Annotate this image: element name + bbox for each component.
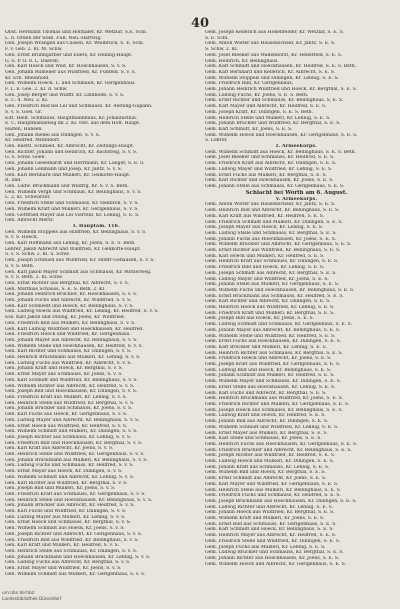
text-line: Ess. Karl Jakob und Dilling, Kr. Joens, Kr. Wildfried. bbox=[5, 315, 126, 321]
text-line: Gen. Johann Bruckler und Schmauss, Kr. Joens, S. v. S. bbox=[5, 406, 133, 412]
text-line: Gem. Friedrich Kraft und Mulkeri, Kr. Bergthal, S. E. S. bbox=[205, 310, 335, 316]
text-line: Gem. Friedrich Kraft aus Albrecht, Kr. Dillingen, S. E. S. bbox=[205, 161, 337, 167]
text-line: Gem. Ernst Mayer aus Mulkeri, Kr. Bergthal, S. E. S. bbox=[205, 430, 328, 436]
text-line: Gem. Wilhelm Hoeck und Hoeckhausen, Kr. Gerlgenhaus, S. E. S. bbox=[205, 132, 358, 138]
text-line: Gen. Johann Riedel aus Dillingen, S. v. S. bbox=[5, 132, 101, 138]
text-line: Gen. Ernst Brunngarber und Eilers, Kr. Helling-Haupt. bbox=[5, 52, 133, 58]
text-line: Gem. Friedrich Bruckler und Albrecht, Kr. Bellinghaus, S. E. S. bbox=[205, 447, 352, 453]
text-line: F. v. Geb. 2. Kl. M. Schw. bbox=[5, 47, 63, 53]
text-line: Gen. Albrecht Mertz. bbox=[5, 218, 55, 224]
text-line: Gem. Heinrich Richter aus Schmauss, Kr. Bergthal, S. E. S. bbox=[205, 350, 343, 356]
right-column bbox=[205, 30, 388, 567]
text-line: Gem. Wilhelm Mayer und Schmauss, Kr. Dillingen, S. E. S. bbox=[205, 379, 342, 385]
text-line: Gem. Karl Kraft aus Wildfried, Kr. Heilfred, S. E. S. bbox=[205, 213, 325, 219]
text-line: Gem. Johann Kraft aus Schmauss, Kr. Lehnig, S. E. S. bbox=[205, 464, 330, 470]
text-line: Gen. Friedrich Stelle und Schmauss. Kr. Heilbron, S. v. S. bbox=[5, 201, 139, 207]
text-line: Gem. Ludwig Richter und Albrecht, Kr. Lehnig, S. E. S. bbox=[205, 504, 334, 510]
text-line: Gem. Heinrich Hoeck aus Wildfried, Kr. Lehnig, S. E. S. bbox=[205, 305, 335, 311]
text-line: Gem. Karl Bruckler und Mulkeri, Kr. Lehnig, S. E. S. bbox=[205, 344, 327, 350]
text-line: Gen. Matthias Schauss, S. E. S. Beth. 2. Kl. bbox=[5, 286, 106, 292]
text-line: Gem. Wilhelm Bruckler und Albrecht, Kr. Gerlgenhaus, S. E. S. bbox=[205, 242, 352, 248]
text-line: Gem. Johann Schmidt aus Mulkeri, Kr. Heilfred, S. E. S. bbox=[205, 373, 335, 379]
text-line: Gen. Karl Fuchs und Wildfried, Kr. Dillingen, S. v. S. bbox=[5, 509, 127, 515]
text-line: Gem. Ludwig Hoeck und Mulkeri, Kr. Dillingen, S. E. S. bbox=[205, 459, 334, 465]
text-line: Gem. Friedrich Bild und Hoeck, Kr. Lehnig, S. E. S. bbox=[205, 265, 325, 271]
text-line: Gem. Johann Bild aus Albrecht, Kr. Dillingen, S. E. S. bbox=[205, 419, 329, 425]
text-line: Gen. Johann Gieselhardt und Herrmann, Kr. Langer, S. E. u. bbox=[5, 161, 145, 167]
text-line: Gem. Heinrich Stelle und Mulkeri, Kr. Lehnig, S. E. S. bbox=[205, 115, 331, 121]
text-line: Gen. Karl Jakob Mayer Schmidt aus Schmauss, Kr. Mittlerweg. bbox=[5, 269, 152, 275]
text-line: Gen. Wilhelm Schmidt und Mulkeri, Kr. Dillingen, S. v. S. bbox=[5, 429, 138, 435]
text-line: S. v. S. Goel. Gr. bbox=[5, 109, 43, 115]
text-line: Gem. Johann Richter aus Hoeckhausen, Kr. Joens, S. E. S. bbox=[205, 555, 340, 561]
text-line: Gem. Karl Mayer und Albrecht, Kr. Heilfred, S. E. S. bbox=[205, 104, 327, 110]
text-line: Gen. Wilhelm Richter aus Albrecht, Kr. Heilfred, S. v. S. bbox=[5, 383, 135, 389]
text-line: Gem. Johann Mayer aus Albrecht, Kr. Bellinghaus, S. E. S. bbox=[205, 327, 341, 333]
text-line: Gem. Heinrich Bruckmann aus Wildfried, Kr. Joens, S. E. S. bbox=[205, 396, 344, 402]
text-line: Gem. Ernst Fuchs aus Hoeckhausen, Kr. Dillingen, S. E. S. bbox=[205, 339, 342, 345]
section-subheading: I. Armeekorps. bbox=[276, 144, 317, 150]
text-line: Gem. Karl Schmidt und Hoeck, Kr. Bellinghaus, S. E. S. bbox=[205, 527, 334, 533]
page-number: 40 bbox=[190, 16, 210, 31]
text-line: Gem. Ludwig Mayer und Wildfried, Kr. Lehnig, S. E. S. bbox=[205, 166, 333, 172]
text-line: Gen. Karl Ludwig Wildfried und Hoeckhausen, Kr. Heilfred. bbox=[5, 326, 144, 332]
text-line: Gen. Johann Fuchs und Albrecht, Kr. Wildfried, S. v. S. bbox=[5, 298, 132, 304]
stamp-line-2: Landesbibliothek Düsseldorf bbox=[2, 595, 62, 601]
text-line: Gen. Joseph Bild und Hoeckhausen, Kr. Dillingen, S. v. S. bbox=[5, 389, 138, 395]
text-line: Gen. Ernst Mayer und Wildfried, Kr. Joens, S. v. S. bbox=[5, 566, 122, 572]
text-line: Gen. Friedrich Bild aus Wildfried, Kr. Bellinghaus, S. v. S. bbox=[5, 537, 139, 543]
library-stamp bbox=[2, 590, 74, 604]
text-line: Kr. Heilfred. Mitteldorf. bbox=[5, 138, 61, 144]
text-line: Gem. Karl Hoeck und Mulkeri, Kr. Heilfred, S. E. S. bbox=[205, 253, 325, 259]
text-line: Gen. Ludwig Fuchs und Schmauss, Kr. Heilfred, S. v. S. bbox=[5, 463, 134, 469]
text-line: Gen. Friedrich Bild aus Mulkeri, Kr. Bellinghaus, S. v. S. bbox=[5, 320, 136, 326]
text-line: S. Schw. 2. Kl. bbox=[205, 47, 239, 53]
text-line: Gen. Wilhelm Hoeck. L. und Schmauß, Kr. Gerlgenhaus. bbox=[5, 81, 136, 87]
text-line: Gem. Ludwig Stelle und Schmauss, Kr. Bergthal, S. E. S. bbox=[205, 230, 337, 236]
text-line: S. v. S. Beth. 2. Kl. Schw. bbox=[5, 275, 63, 281]
text-line: Gem. Wilhelm Bild und Hoeck, Kr. Bergthal, S. E. S. bbox=[205, 470, 326, 476]
text-line: Gen. Richter. Johann und Heinrich, Kr. Bachsteig, S. v. S. bbox=[5, 149, 138, 155]
text-line: Gen. Wilhelm Vergh und Schmauß, Kr. Bellinghaus, S. v. S. bbox=[5, 189, 142, 195]
text-line: Lehrer. Jakob Albrecht und Wildfrieb, Kr. Gellkotte-Haupt. bbox=[5, 246, 141, 252]
text-line: Gen. Friedrich Bild bei Lel und Schmauss, Kr. Aeltung-Gapann. bbox=[5, 104, 153, 110]
text-line: S. v. S. Hoeck. bbox=[5, 235, 39, 241]
text-line: Gem. Ludwig Schmidt und Schmauss, Kr. Gerlgenhaus, S. E. S. bbox=[205, 322, 353, 328]
text-line: Gem. Heinrich Stelle aus Mulkeri, Kr. Bellinghaus, S. E. S. bbox=[205, 487, 342, 493]
text-line: Gen. Johann Kraft und Hoeck, Kr. Bergthal, S. v. S. bbox=[5, 366, 123, 372]
text-line: Gen. Friedrich Kraft aus Mulkeri, Kr. Lehnig, S. v. S. bbox=[5, 395, 127, 400]
text-line: Gen. Karl Fuchs aus Hoeck, Kr. Gerlgenhaus, S. v. S. bbox=[5, 412, 128, 418]
stamp-line-1: urn:nbn:de:hbz: bbox=[2, 590, 36, 595]
text-line: Gem. Johann Stelle aus Schmauss, Kr. Gerlgenhaus, S. E. S. bbox=[205, 183, 345, 189]
text-line: Gem. Johann Heinrich Wildfried und Hoeck, Kr. Bergthal, S. E. S. bbox=[205, 87, 358, 93]
text-line: Gem. Wilhelm Schmidt und Wildfried, Kr. Lehnig, S. E. S. bbox=[205, 424, 339, 430]
text-line: Eitt. Heilt. Schmauss, Hauptmannhaus, Kr. Johannisthal. bbox=[5, 115, 138, 121]
text-line: Gen. Gottfried Mayer aus Lei Vierfeld, Kr. Lehnig, S. E. S. bbox=[5, 212, 140, 218]
text-line: Gen. Ludw. Bruckmann und Wildfrg, Kr. S. v. S. Beth. bbox=[5, 183, 129, 189]
text-line: Gem. Karl Schmidt und Hoeckhausen, Kr. Heilfred, S. E. S. Beth. bbox=[205, 64, 357, 70]
text-line: Gem. Joseph Richter aus Wildfried, Kr. Heilfred, S. E. S. bbox=[205, 453, 336, 459]
text-line: Gem. Johann Fuchs aus Hoeckhausen, Kr. Joens, S. E. S. bbox=[205, 236, 337, 242]
text-line: Gen. Karl Schmidt und Wildfried, Kr. Bellinghaus, S. v. S. bbox=[5, 377, 138, 383]
text-line: Gem. Ludwig Bild und Hoeck, Kr. Bellinghaus, S. E. S. bbox=[205, 367, 332, 373]
text-line: Gem. Friedrich Fuchs und Schmauss, Kr. Heilfred, S. E. S. bbox=[205, 493, 341, 499]
text-line: G. S. Schw. Goen. bbox=[5, 155, 46, 161]
text-line: Gen. Johann Heinrich Bruckler, Kr. Hoeckhausen, S. v. S. bbox=[5, 292, 138, 298]
text-line: Gen. Ludwig Mayer und Albrecht, Kr. Bellinghaus, S. v. S. bbox=[5, 417, 140, 423]
text-line: Gen. Ernst Mayer aus Schmauss, Kr. Joens, S. v. S. bbox=[5, 372, 123, 378]
text-line: Gen. Friedrich Bild und Hoeckhausen, Kr. Bergthal, S. v. S. bbox=[5, 440, 143, 446]
text-line: Gen. Wilhelm Schmidt aus Hoeck, Kr. Joens, S. v. S. bbox=[5, 526, 125, 532]
text-line: Gem. Karl Richter und Hoeckhausen, Kr. Joens, S. E. S. bbox=[205, 178, 334, 184]
text-line: Gen. Karl Hoeck und Wild, Kr. Hoeckhausen, S. v. S. bbox=[5, 64, 127, 70]
text-line: Gem. Friedrich Stelle und Wildfried, Kr. Dillingen, S. E. S. bbox=[205, 538, 341, 544]
text-line: E. C. Hauptmannsteig im 2. Kl. verl. aus dem Hoff. Haupt. bbox=[5, 121, 141, 127]
text-line: L. 2. Kl. Schwarzer. bbox=[5, 195, 51, 201]
text-line: Gen. Ludwig Mayer aus Mulkeri, Kr. Lehnig, S. v. S. bbox=[5, 514, 126, 520]
text-line: Gem. Joseph Hoeck aus Schmauss, Kr. Bellinghaus, S. E. S. bbox=[205, 407, 343, 413]
text-line: Gem. Ernst Bruckmann aus Schmauss, Kr. Heilfred, S. E. S. bbox=[205, 293, 344, 299]
text-line: R. und. bbox=[5, 178, 22, 184]
text-line: Gem. Ernst Fuchs aus Mulkeri, Kr. Bergthal, S. E. S. bbox=[205, 172, 327, 178]
text-line: Gem. Ernst Richter aus Wildfried, Kr. Bellinghaus, S. E. S. bbox=[205, 248, 341, 254]
text-line: Gen. Wilhelm Schmidt und Albrecht, Kr. Lehnig, S. v. S. bbox=[5, 474, 135, 480]
text-line: Gen. Karl Bernhard und Mulkeri, Kr. Gellkotte-Haupt. bbox=[5, 172, 131, 178]
text-line: Gen. Ludwig Fuchs aus Wildfried, Kr. Albrecht, S. v. S. bbox=[5, 360, 132, 366]
text-line: Gem. Joseph Schmidt aus Albrecht, Kr. Bergthal, S. E. S. bbox=[205, 270, 337, 276]
text-line: Gen. Karl Richter aus Wildfried, Kr. Bergthal, S. v. S. bbox=[5, 480, 128, 486]
text-line: Gem. Ernst Stelle aus Hoeckhausen, Kr. Lehnig, S. E. S. bbox=[205, 384, 336, 390]
text-line: Kr. Ern. Rheinhold. bbox=[5, 75, 50, 81]
text-line: Gem. Heinrich Fuchs aus Hoeckhausen, Kr. Gerlgenhaus, S. E. S. bbox=[205, 441, 358, 447]
text-line: Gem. Ludwig Kraft und Hoeck, Kr. Heilfred, S. E. S. bbox=[205, 413, 326, 419]
text-line: Gen. Heinrich Stelle aus Schmauss, Kr. Dillingen, S. v. S. bbox=[5, 548, 138, 554]
text-line: Gen. Ludwig Hoeck aus Wildfried, Kr. Lehnig, Kr. Heilfred, S. v. S. bbox=[5, 309, 159, 315]
text-line: Gem. Josef Bleeker und Schmauss, Kr. Heilfred, S. E. S. bbox=[205, 155, 335, 161]
text-line: Gem. Johann Hoeck aus Wildfried, Kr. Bergthal, S. E. S. bbox=[205, 510, 335, 516]
text-line: Gem. Heinrich Bild und Albrecht, Kr. Bellinghaus, S. E. S. bbox=[205, 208, 340, 214]
text-line: Halten, Hansen. bbox=[5, 126, 43, 132]
text-line: Gem. Ludwig Fuchs, Kr. Joens, S. E. S. Beth. bbox=[205, 92, 309, 98]
text-line: Gem. Friedrich Bild, Kr. Gerlgenhaus. bbox=[205, 81, 294, 87]
text-line: Gem. Joseph Kellerich aus Hohenfelder, Kr. Wetzlar, S. E. S. bbox=[205, 30, 344, 35]
text-line: Gem. Heinrich, Kr. Bellinghaus. bbox=[205, 58, 279, 64]
text-line: Gen. Ernst Richter aus Bergthal, Kr. Albrecht, S. v. S. bbox=[5, 280, 130, 286]
text-line: Gen. Joseph Bild und Mulkeri, Kr. Joens, S. v. S. bbox=[5, 486, 116, 492]
text-line: Gem. Karl Mayer und Wildfried, Kr. Gerlgenhaus, S. E. S. bbox=[205, 481, 339, 487]
text-line: Gem. Ernst Richter und Schmauss, Kr. Bellinghaus, S. E. S. bbox=[205, 98, 344, 104]
text-line: Gen. Heinrich Stelle und Hoeckhausen, Kr. Bellinghaus, S. v. S. bbox=[5, 497, 153, 503]
text-line: Gem. Joseph Bild aus Hoeck, Kr. Joens, S. E. S. bbox=[205, 316, 314, 322]
text-line: Gen. Wilhelm Stoppels aus Hildfrieb, Kr. Bellinghaus, S. v. S. bbox=[5, 229, 147, 235]
text-line: Gen. Ernst Hoeck aus Wildfried, Kr. Heilfred, S. v. S. bbox=[5, 423, 128, 429]
text-line: Gen. Karl Kraft aus Albrecht, Kr. Joens, S. v. S. bbox=[5, 446, 114, 452]
left-column bbox=[5, 30, 188, 578]
text-line: S. v. S. Beth. bbox=[5, 263, 35, 269]
text-line: Gen. Joseph Wrangen aus Cassen, Kr. Weilbrück, S. E. Schl. bbox=[5, 41, 145, 47]
text-line: Gem. Wilhelm Stelle und Wildfried, Kr. Heilfred, S. E. S. bbox=[205, 333, 336, 339]
text-line: L. b. Orden der weiß. Fuß. Neu.-Hartwig. bbox=[5, 35, 102, 41]
text-line: Gen. Ludwig Fuchs aus Albrecht, Kr. Bergthal, S. v. S. bbox=[5, 560, 131, 566]
section-heading: Schlacht bei Wörth am 6. August. bbox=[245, 189, 348, 196]
text-line: Obst. Hermann Thomas und Hofmaler, Kr. Wetzlar, S.E. Schl. bbox=[5, 30, 148, 35]
text-line: Gen. Johann Bruckmann und Hoeckhausen, Kr. Lehnig, S. v. S. bbox=[5, 554, 151, 560]
text-line: Gen. Heinrich Bruckmann aus Mulkeri, Kr. Lehnig, S. v. S. bbox=[5, 355, 141, 361]
text-line: Gem. Wilhelm Schmidt aus Hoeck, Kr. Bellinghaus, S. E. S. Beth. bbox=[205, 149, 357, 155]
text-line: S. E. Schl. bbox=[205, 35, 229, 41]
text-line: Gem. Karl Fuchs und Albrecht, Kr. Bergthal, S. E. S. bbox=[205, 390, 327, 396]
text-line: Gen. Heinrich Stelle und Wildfried, Kr. Gerlgenhaus, S. v. S. bbox=[5, 452, 145, 458]
text-line: Gem. Wilhelm Fuchs und Hoeckhausen, Kr. Bellinghaus, S. E. S. bbox=[205, 287, 355, 293]
text-line: Gen. Johann Bruckmann aus Mulkeri, Kr. Bellinghaus, S. v. S. bbox=[5, 457, 148, 463]
text-line: Gem. Johann Bruckler und Wildfried, Kr. Bergthal, S. E. S. bbox=[205, 121, 341, 127]
text-line: Gen. Karl Hoffmann aus Lehnig, Kr. Joens, S. E. S. Beth. bbox=[5, 241, 136, 247]
text-line: Gem. Joseph Fuchs aus Mulkeri, Kr. Lehnig, S. E. S. bbox=[205, 544, 326, 550]
text-line: F. L. b. Goe. 2. Kl. d. Schw. bbox=[5, 87, 68, 93]
text-line: Gem. Ernst Schmidt aus Albrecht, Kr. Joens, S. E. S. bbox=[205, 476, 327, 482]
text-line: Gem. Joseph Bruckmann aus Hoeckhausen, Kr. Dillingen, S. E. S. bbox=[205, 498, 357, 504]
text-line: S. Lehrer. bbox=[205, 138, 228, 144]
text-line: Gen. Friedrich Kraft aus Schmauss, Kr. Gerlgenhaus, S. v. S. bbox=[5, 491, 146, 497]
text-line: Gen. Friedrich Hoeck und Wildfried, Kr. Gerlgenhaus. bbox=[5, 332, 131, 338]
text-line: Gem. Wilhelm Stoppels und Dillingen, Kr. Lehnig, S. E. S. bbox=[205, 75, 339, 81]
text-line: Gen. Ernst Hoeck und Schmauss, Kr. Bergthal, S. v. S. bbox=[5, 520, 131, 526]
text-line: Gen. Karl Richter und Schmauss, Kr. Dillingen, S. v. S. bbox=[5, 349, 132, 355]
text-line: Gem. Wilhelm Hoeck und Albrecht, Kr. Gerlgenhaus, S. E. S. bbox=[205, 561, 347, 567]
text-line: Gen. Joseph Richter und Albrecht, Kr. Gerlgenhaus, S. v. S. bbox=[5, 531, 143, 537]
text-line: Gen. Heinrich Stelle aus Wildfried, Kr. Bergthal, S. v. S. bbox=[5, 400, 135, 406]
text-line: Gem. Heinrich Kraft aus Schmauss, Kr. Dillingen, S. E. S. bbox=[205, 259, 339, 265]
text-line: Gen. Johann Rumeller aus Wildfried, Kr. Fünfeld. S. v. S. bbox=[5, 69, 136, 75]
text-line: Gen. Wilhelm Stelle und Hoeckhausen, Kr. Heilfred, S. v. S. bbox=[5, 343, 143, 349]
text-line: Gen. Joseph Richter aus Schmauss, Kr. Lehnig, S. v. S. bbox=[5, 434, 132, 440]
text-line: Gen. Ernst Mayer aus Hoeck, Kr. Dillingen, S. v. S. bbox=[5, 469, 123, 475]
text-line: Gem. Friedrich Schmidt und Mulkeri, Kr. Dillingen, S. E. S. bbox=[205, 219, 343, 225]
text-line: Gen. Johann Mayer aus Albrecht, Kr. Bellinghaus, S. v. S. bbox=[5, 337, 138, 343]
text-line: Gem. Karl Stelle und Schmauss, Kr. Joens, S. E. S. bbox=[205, 436, 322, 442]
text-line: Gem. Karl Bernhard und Kellerich, Kr. Albrecht, S. E. S. bbox=[205, 69, 336, 75]
text-line: Gen. Wilhelm Schmidt aus Mulkeri, Kr. Gerlgenhaus, S. v. S. bbox=[5, 571, 146, 577]
text-line: Gem. Joseph Mayer aus Hoeck, Kr. Lehnig, S. E. S. bbox=[205, 225, 324, 231]
text-line: E. C. d. Neu. 2. Kl. bbox=[5, 98, 49, 104]
text-line: Gen. Johann Lehmann und Josep, Kr. Jantz, S. v. S. bbox=[5, 166, 123, 172]
text-line: Gen. Josep Berger und Wildfr. Kr. Lindholm, S. v. S. bbox=[5, 92, 125, 98]
section-subheading: V. Armeekorps. bbox=[275, 196, 318, 202]
text-line: Gem. Johann Stelle aus Mulkeri, Kr. Gerlgenhaus, S. E. S. bbox=[205, 282, 340, 288]
text-line: Gem. Anton Wolter aus Hausenscheid, Kr. Jantz, S. E. S. bbox=[205, 202, 336, 208]
text-line: Gem. Ludwig Bruckler und Schmauss, Kr. Bergthal, S. E. S. bbox=[205, 550, 344, 556]
text-line: Gem. Karl Richter und Albrecht, Kr. Dillingen, S. E. S. bbox=[205, 299, 331, 305]
text-line: S. v. S. Schw. 2. Kl. u. Schw. bbox=[5, 252, 70, 258]
text-line: Gem. Ludwig Mayer und Wildfried, Kr. Joens, S. E. S. bbox=[205, 276, 329, 282]
text-line: Gen. Joseph Schmied aus Wildfried, Kr. Hildtr-Gehausen, S. v. S. bbox=[5, 258, 155, 264]
text-line: Gem. Ernst Bild aus Schmauss, Kr. Gerlgenhaus, S. E. S. bbox=[205, 521, 337, 527]
text-line: Gem. Joseph Kraft aus Wildfried, Kr. Gerlgenhaus, S. E. S. bbox=[205, 362, 341, 368]
text-line: Gem. Friedrich Hoeck und Albrecht, Kr. Joens, S. E. S. bbox=[205, 356, 332, 362]
text-line: Gen. Johann Bruckler aus Albrecht, Kr. Heilfred, S. v. S. bbox=[5, 503, 135, 509]
text-line: Gem. Karl Schmidt, Kr. Joens, S. E. S. bbox=[205, 126, 293, 132]
text-line: Gem. Heinrich Mayer aus Albrecht, Kr. Heilfred, S. E. S. bbox=[205, 533, 337, 539]
section-subheading: I. Hanptam. 116. bbox=[73, 223, 120, 229]
text-line: Gen. Baettl. Schmied. Kr. Albrecht, Kr. Zeitungs-Haupt. bbox=[5, 144, 135, 150]
text-line: Gem. Wilhelm Kraft und Mulkeri, Kr. Joens, S. E. S. bbox=[205, 516, 325, 522]
text-line: Gem. Anton Wolter aus Hausenscheid, Kr. Jantz, S. E. S. bbox=[205, 41, 336, 47]
text-line: Gem. Joseph Kraft, Kr. Dillingen, S. E. S. Beth. bbox=[205, 109, 314, 115]
text-line: Gem. Josef Bleeker aus Wallenhorst, Kr. Hellerfeld, S. E. S. bbox=[205, 52, 343, 58]
text-line: G. S. P. O. d. L. Dueren. bbox=[5, 58, 60, 64]
text-line: Gen. Karl Schmiedt und Hoeck, Kr. Bellinghaus, S. v. S. bbox=[5, 303, 134, 309]
text-line: Gen. Karl Kraft und Mulkeri, Kr. Heilfred, S. v. S. bbox=[5, 543, 119, 549]
text-line: Gem. Friedrich Richter und Mulkeri, Kr. Gerlgenhaus, S. E. S. bbox=[205, 402, 350, 407]
text-line: Gen. Wilhelm Kraft und Mulkeri, Kr. Gerlgenhaus, S. v. S. bbox=[5, 206, 139, 212]
